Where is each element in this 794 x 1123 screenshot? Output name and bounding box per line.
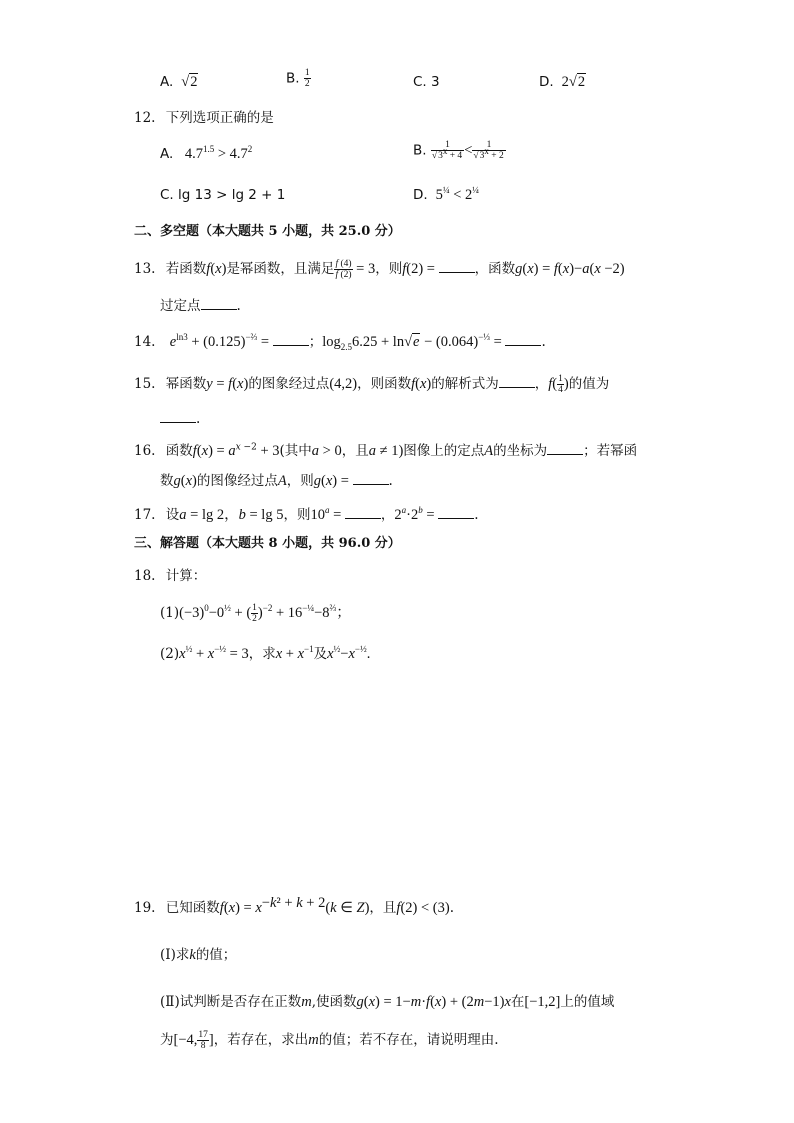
q13-line1: 13. 若函数f(x)是幂函数，且满足 $\frac{f (4)}{f (2)}$ = 3，则f(2) = ，函数g(x) = f(x)−a(x −2) (134, 259, 625, 280)
q11-option-a-label: A. (160, 74, 174, 90)
q15-text-c: ，则函数 (357, 376, 412, 392)
q19-part2-a: (Ⅱ)试判断是否存在正数 (160, 994, 302, 1010)
q17-line: 17. 设a = lg 2，b = lg 5，则$10^a$ = ，$2^a\cdot 2^b$ = . (134, 505, 479, 523)
q19-line1: 19. 已知函数$f(x) = x^{-k^2 + k + 2}(k$ ∈ Z)，且f(2) < (3). (134, 894, 454, 916)
q13-blank-1[interactable] (439, 260, 475, 273)
q19-part3-b: ，若存在，求出 (213, 1032, 309, 1048)
q18-part2: $(2)x^{\frac{1}{2}} + x^{-\frac{1}{2}} = 3$，求$x + x^{-1}$及$x^{\frac{1}{2}}-x^{-\frac{1}{2}}$. (160, 644, 371, 662)
q12-stem-text: 下列选项正确的是 (165, 110, 274, 126)
q16-line2-b: 的图像经过点 (196, 473, 278, 489)
q19-part1-text-b: 的值； (195, 947, 237, 963)
q18-part1-label: (1) (160, 604, 180, 621)
q15-text-e: 的值为 (568, 376, 610, 392)
q18-part2-and: 及 (313, 646, 328, 662)
q19-part2-c: 在 (510, 994, 525, 1010)
q11-option-d-label: D. (539, 74, 554, 90)
q19-part3-c: 的值；若不存在，请说明理由. (318, 1032, 499, 1048)
q11-option-a (160, 73, 198, 91)
q11-option-d-math: 2√2 (557, 74, 586, 90)
q19-part1: (Ⅰ)求k的值； (160, 947, 237, 963)
q15-text-b: 的图象经过点 (248, 376, 330, 392)
q11-option-c: C. 3 (413, 74, 440, 90)
q12-option-d-label: D. (413, 187, 428, 203)
q18-number: 18. (134, 568, 156, 584)
section-2-header: 二、多空题（本大题共 5 小题，共 25.0 分） (134, 224, 401, 239)
q15-text-a: 幂函数 (165, 376, 207, 392)
q12-option-b-label: B. (413, 142, 427, 159)
q12-option-b-frac1: $\frac{1}{√3^x + 4}$ (431, 140, 463, 162)
q16-line2-c: ，则 (286, 473, 314, 489)
q16-blank-1[interactable] (547, 442, 583, 455)
q15-number: 15. (134, 376, 156, 392)
q17-text-b: ，则 (283, 507, 311, 523)
q17-text-a: 设 (165, 507, 180, 523)
q18-part1-math: $(-3)^0-0^{\frac{1}{2}}$ + ( $\frac{1}{2}$ )$^{-2} + 16^{-\frac{1}{4}}-8^{\frac{2}{3}}$； (179, 603, 351, 624)
q19-part2-d: 上的值域 (560, 994, 615, 1010)
q12-option-c: C. lg 13 > lg 2 + 1 (160, 187, 286, 203)
q13-blank-2[interactable] (201, 297, 237, 310)
q13-frac: $\frac{f (4)}{f (2)}$ (335, 259, 352, 280)
q12-option-d (413, 186, 479, 204)
q16-text-f: ；若幂函 (583, 443, 638, 459)
q13-text-d: ，函数 (474, 261, 516, 277)
q19-part3: 为[−4, $\frac{17}{8}$ ]，若存在，求出m的值；若不存在，请说明理由. (160, 1030, 499, 1051)
q12-option-a (160, 145, 252, 163)
q16-text-b: (其中 (279, 443, 312, 459)
q14-blank-1[interactable] (273, 333, 309, 346)
q12-stem (134, 109, 274, 127)
q13-line2: 过定点 . (160, 298, 241, 314)
q12-option-d-math: $5^{\frac{1}{4}} < 2^{\frac{1}{4}}$ (431, 185, 480, 203)
q16-text-d: 图像上的定点 (403, 443, 485, 459)
q18-stem-text: 计算： (165, 568, 207, 584)
q11-option-d (539, 73, 586, 91)
q18-part2-text: ，求 (248, 646, 276, 662)
q15-line2: . (160, 410, 200, 428)
q17-blank-2[interactable] (438, 506, 474, 519)
q18-part2-math-a: $x^{\frac{1}{2}} + x^{-\frac{1}{2}} = 3$ (179, 644, 249, 662)
q17-blank-1[interactable] (345, 506, 381, 519)
q19-text-b: ，且 (369, 900, 397, 916)
q11-option-b (286, 68, 311, 89)
q19-part2-b: ,使函数 (311, 994, 357, 1010)
q18-part1 (160, 603, 351, 624)
q19-frac: $\frac{17}{8}$ (198, 1030, 208, 1051)
q12-option-b-frac2: $\frac{1}{√3^x + 2}$ (473, 140, 504, 162)
q15-blank-2[interactable] (160, 410, 196, 423)
q14-number: 14. (134, 334, 156, 350)
q15-blank-1[interactable] (499, 375, 535, 388)
q11-option-b-label: B. (286, 70, 300, 87)
q16-text-a: 函数 (165, 443, 193, 459)
q16-text-e: 的坐标为 (493, 443, 548, 459)
q13-text-c: ，则 (375, 261, 403, 277)
q18-part2-label: (2) (160, 646, 180, 662)
q12-option-a-math: $4.7^{1.5} > 4.7^2$ (177, 144, 253, 162)
q16-number: 16. (134, 443, 156, 459)
q19-part3-a: 为 (160, 1032, 174, 1048)
q16-blank-2[interactable] (353, 472, 389, 485)
q19-text-a: 已知函数 (165, 900, 220, 916)
q13-number: 13. (134, 261, 156, 277)
q13-text-a: 若函数 (165, 261, 207, 277)
q11-option-b-math: $\frac{1}{2}$ (304, 68, 310, 89)
q19-part1-text: (Ⅰ)求 (160, 947, 190, 963)
q12-number: 12. (134, 110, 156, 126)
q13-text-b: 是幂函数，且满足 (226, 261, 335, 277)
q16-line2: 数g(x)的图像经过点A，则g(x) = . (160, 473, 393, 489)
q17-number: 17. (134, 507, 156, 523)
q11-option-a-math: √2 (177, 74, 198, 90)
q15-line1: 15. 幂函数y = f(x)的图象经过点(4,2)，则函数f(x)的解析式为 ，f( $\frac{1}{4}$ )的值为 (134, 374, 610, 395)
q16-line1: 16. 函数$f(x) = a^{x -2} + 3$(其中a > 0，且a ≠ 1)图像上的定点A的坐标为 ；若幂函 (134, 442, 638, 459)
q15-text-d: 的解析式为 (431, 376, 499, 392)
q18-stem (134, 567, 206, 585)
q16-line2-a: 数 (160, 473, 174, 489)
q12-option-a-label: A. (160, 146, 174, 162)
section-3-header: 三、解答题（本大题共 8 小题，共 96.0 分） (134, 536, 401, 551)
q19-part2: (Ⅱ)试判断是否存在正数m,使函数g(x) = 1−m·f(x) + (2m−1)x在[−1,2]上的值域 (160, 994, 615, 1010)
q13-line2-text: 过定点 (160, 298, 201, 314)
q14-math: $e^{ln3} + (0.125)^{-\frac{2}{3}}$ = (169, 332, 273, 350)
q14-line: 14. $e^{ln3} + (0.125)^{-\frac{2}{3}}$ = ；$\log_{2.5}6.25 + \ln√e - (0.064)^{-\frac{1}{3}}$ = . (134, 332, 546, 352)
q19-number: 19. (134, 900, 156, 916)
q16-text-c: ，且 (341, 443, 369, 459)
q12-option-b: B. $\frac{1}{√3^x + 4}$ < $\frac{1}{√3^x + 2}$ (413, 140, 504, 162)
q14-blank-2[interactable] (505, 333, 541, 346)
